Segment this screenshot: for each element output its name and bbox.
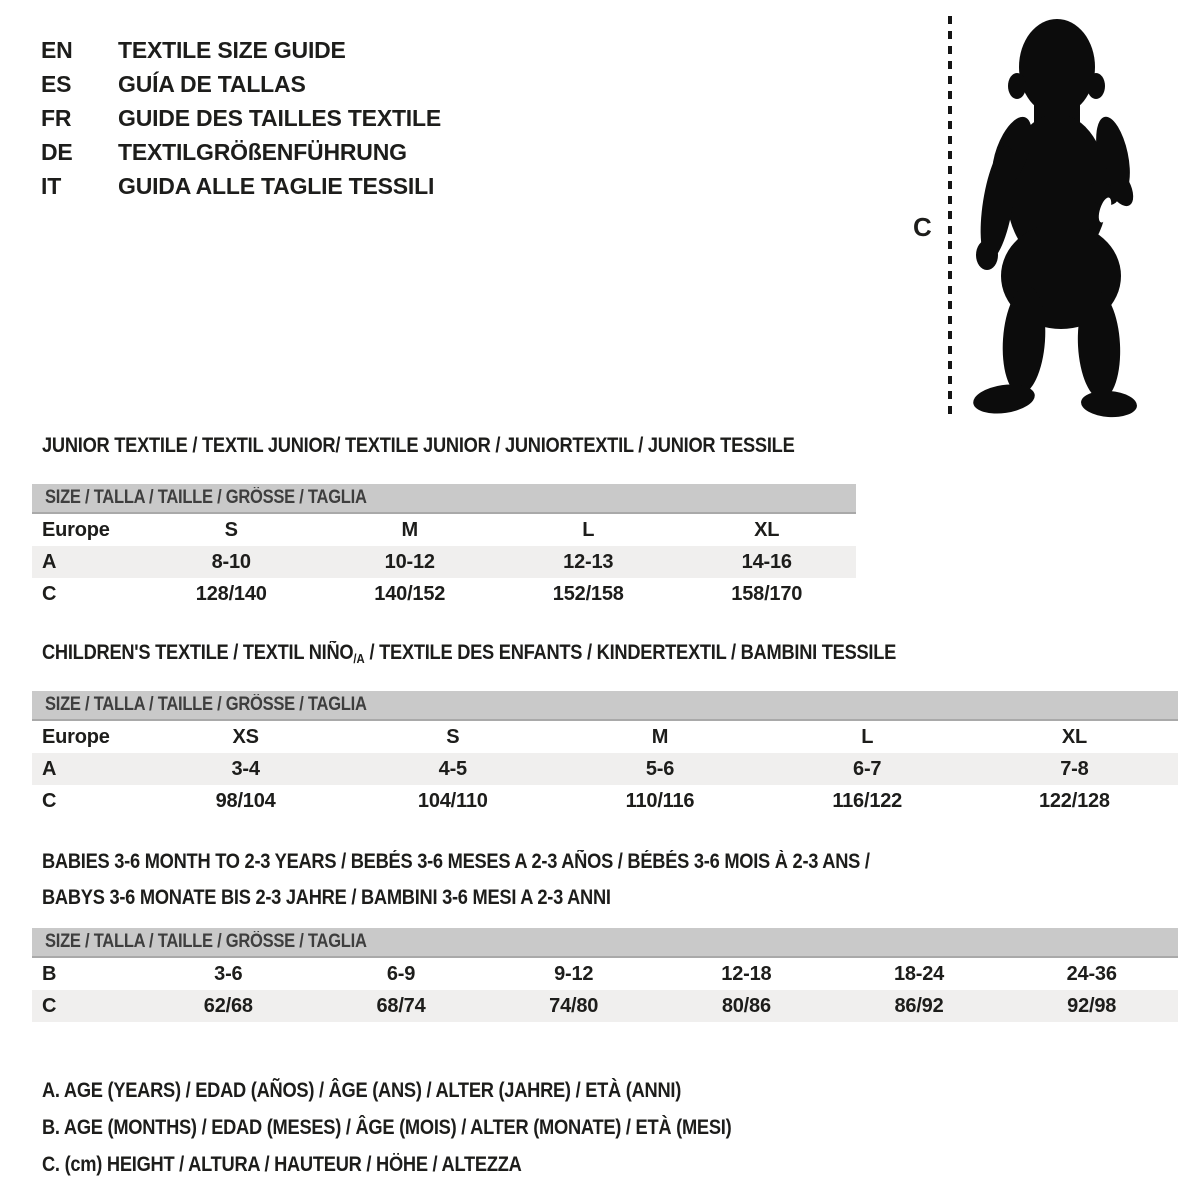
row-label: A (42, 550, 57, 573)
height-cell: 152/158 (552, 582, 624, 605)
height-cell: 74/80 (549, 994, 599, 1017)
age-cell: 5-6 (645, 757, 675, 780)
language-label: GUIDA ALLE TAGLIE TESSILI (118, 172, 435, 199)
age-cell: 7-8 (1060, 757, 1089, 780)
children-section-title: CHILDREN'S TEXTILE / TEXTIL NIÑO/A / TEXTILE DES ENFANTS / KINDERTEXTIL / BAMBINI TESSILE (42, 641, 897, 666)
nino-a-subscript: /A (353, 651, 365, 666)
junior-size-table (32, 484, 856, 610)
height-cell: 62/68 (203, 994, 253, 1017)
row-label: Europe (42, 518, 110, 541)
row-label: C (42, 582, 57, 605)
size-cell: XL (754, 518, 780, 541)
language-code: ES (41, 70, 72, 97)
size-row-europe (32, 721, 1178, 753)
height-dashed-line (948, 16, 952, 416)
height-cell: 92/98 (1067, 994, 1117, 1017)
babies-section-title: BABIES 3-6 MONTH TO 2-3 YEARS / BEBÉS 3-6 MESES A 2-3 AÑOS / BÉBÉS 3-6 MOIS À 2-3 ANS / BABYS 3-6 MONATE BIS 2-3 JAHRE / BAMBINI 3-6 MESI A 2-3 ANNI (42, 850, 870, 909)
language-list (41, 33, 441, 203)
height-cell: 86/92 (894, 994, 944, 1017)
height-cell: 98/104 (215, 789, 276, 812)
age-cell: 3-4 (231, 757, 260, 780)
language-label: GUIDE DES TAILLES TEXTILE (118, 104, 441, 131)
size-cell: XS (232, 725, 259, 748)
size-header-bar: SIZE / TALLA / TAILLE / GRÖSSE / TAGLIA (32, 484, 856, 514)
row-label: Europe (42, 725, 110, 748)
age-cell: 8-10 (211, 550, 251, 573)
legend-line-c: C. (cm) HEIGHT / ALTURA / HAUTEUR / HÖHE / ALTEZZA (42, 1153, 522, 1176)
size-cell: L (582, 518, 595, 541)
height-cm-row (32, 578, 856, 610)
height-cell: 68/74 (376, 994, 426, 1017)
row-label: A (42, 757, 57, 780)
height-cell: 158/170 (731, 582, 803, 605)
language-row-it (41, 169, 441, 203)
age-cell: 24-36 (1066, 962, 1117, 985)
age-years-row (32, 546, 856, 578)
size-cell: L (861, 725, 874, 748)
height-cell: 122/128 (1038, 789, 1110, 812)
junior-section-title: JUNIOR TEXTILE / TEXTIL JUNIOR/ TEXTILE JUNIOR / JUNIORTEXTIL / JUNIOR TESSILE (42, 434, 795, 457)
age-months-row (32, 958, 1178, 990)
age-cell: 14-16 (741, 550, 792, 573)
age-cell: 3-6 (214, 962, 243, 985)
language-code: FR (41, 104, 72, 131)
language-row-de (41, 135, 441, 169)
age-cell: 6-9 (386, 962, 416, 985)
age-cell: 12-18 (721, 962, 772, 985)
age-cell: 4-5 (438, 757, 467, 780)
language-code: EN (41, 36, 73, 63)
language-row-fr (41, 101, 441, 135)
size-cell: M (651, 725, 669, 748)
height-cm-row (32, 990, 1178, 1022)
height-marker-label: C (913, 212, 932, 242)
language-label: TEXTILGRÖßENFÜHRUNG (118, 138, 407, 165)
age-cell: 9-12 (554, 962, 594, 985)
size-header-bar: SIZE / TALLA / TAILLE / GRÖSSE / TAGLIA (32, 928, 1178, 958)
age-cell: 6-7 (853, 757, 882, 780)
language-label: TEXTILE SIZE GUIDE (118, 36, 346, 63)
age-years-row (32, 753, 1178, 785)
legend-line-b: B. AGE (MONTHS) / EDAD (MESES) / ÂGE (MOIS) / ALTER (MONATE) / ETÀ (MESI) (42, 1116, 732, 1139)
height-cell: 80/86 (721, 994, 771, 1017)
size-row-europe (32, 514, 856, 546)
height-cell: 110/116 (625, 789, 695, 812)
height-cell: 104/110 (417, 789, 488, 812)
age-cell: 10-12 (384, 550, 435, 573)
age-cell: 12-13 (563, 550, 614, 573)
language-row-es (41, 67, 441, 101)
size-cell: M (401, 518, 418, 541)
size-cell: S (224, 518, 238, 541)
row-label: C (42, 789, 57, 812)
size-cell: XL (1061, 725, 1087, 748)
toddler-silhouette-image (962, 18, 1144, 418)
legend-block (42, 1072, 834, 1183)
babies-size-table (32, 928, 1178, 1022)
language-label: GUÍA DE TALLAS (118, 70, 306, 97)
height-cell: 128/140 (195, 582, 267, 605)
language-code: IT (41, 172, 62, 199)
row-label: C (42, 994, 57, 1017)
language-row-en (41, 33, 441, 67)
size-cell: S (446, 725, 460, 748)
language-code: DE (41, 138, 73, 165)
size-header-bar: SIZE / TALLA / TAILLE / GRÖSSE / TAGLIA (32, 691, 1178, 721)
legend-line-a: A. AGE (YEARS) / EDAD (AÑOS) / ÂGE (ANS) / ALTER (JAHRE) / ETÀ (ANNI) (42, 1079, 682, 1102)
height-cm-row (32, 785, 1178, 817)
height-cell: 140/152 (374, 582, 446, 605)
children-size-table (32, 691, 1178, 817)
age-cell: 18-24 (893, 962, 945, 985)
row-label: B (42, 962, 57, 985)
height-cell: 116/122 (832, 789, 903, 812)
